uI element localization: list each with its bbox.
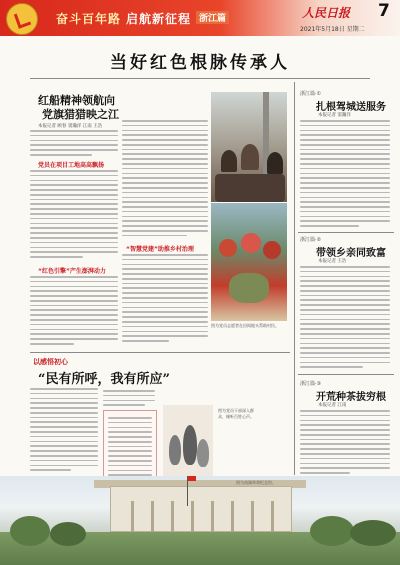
right-story-1-title: 扎根驾城送服务 <box>316 102 386 113</box>
flag-icon <box>187 476 188 506</box>
right-story-2-byline: 本报记者 王浩 <box>318 259 347 264</box>
lead-story-body-col1c <box>30 276 118 348</box>
commentary-illustration <box>163 405 213 481</box>
page-number: 7 <box>378 1 390 21</box>
commentary-title: “民有所呼，我有所应” <box>38 372 170 387</box>
lead-story-body-col2b <box>122 254 208 345</box>
illustration-caption: 图为党员干部深入群众，倾听百姓心声。 <box>218 408 254 419</box>
main-photo-red-boat-hall <box>211 92 287 202</box>
headline-divider <box>30 78 370 79</box>
party-emblem-icon <box>6 3 38 35</box>
right-story-3-byline: 本报记者 江南 <box>318 403 347 408</box>
masthead-region-tag: 浙江篇 <box>196 11 229 24</box>
sub-photo-caption: 图为党员志愿者在田间地头帮助村民。 <box>211 323 279 328</box>
date-line: 2021年5月18日 星期二 <box>300 26 365 33</box>
right-column-divider <box>294 82 295 475</box>
lead-story-subhead-2: “红色引擎”产生澎湃动力 <box>38 268 106 275</box>
right-story-1-byline: 本报记者 窦瀚洋 <box>318 113 351 118</box>
commentary-label: 以感悟初心 <box>33 358 68 366</box>
paper-name: 人民日报 <box>302 6 351 20</box>
right-story-1-kicker: 浙江篇·① <box>300 91 322 97</box>
commentary-body-col1 <box>30 388 98 474</box>
right-story-3-body <box>300 410 390 477</box>
right-story-1-body <box>300 120 390 230</box>
lead-story-body-col1 <box>30 130 118 159</box>
lead-story-subhead-3: “智慧党建”助推乡村治理 <box>126 246 194 253</box>
lead-story-title-1: 红船精神领航向 <box>38 94 115 107</box>
right-story-2-body <box>300 266 390 371</box>
right-divider-2 <box>298 374 394 375</box>
lead-story-title-2: 党旗猎猎映之江 <box>42 108 119 121</box>
lead-story-subhead-1: 党员在项目工地高高飘扬 <box>38 162 105 169</box>
page-headline: 当好红色根脉传承人 <box>110 53 290 73</box>
right-story-2-kicker: 浙江篇·② <box>300 237 322 243</box>
right-divider-1 <box>298 232 394 233</box>
lead-story-byline: 本报记者 顾春 窦瀚洋 江南 王浩 <box>38 124 103 129</box>
bottom-photo-memorial-hall <box>0 476 400 565</box>
commentary-divider <box>30 352 290 353</box>
commentary-body-col2 <box>103 390 155 409</box>
bottom-photo-caption: 图为南湖革命纪念馆。 <box>236 480 276 485</box>
right-story-3-kicker: 浙江篇·③ <box>300 381 322 387</box>
sub-photo-volunteers-in-field <box>211 203 287 321</box>
masthead-slogan-2: 启航新征程 <box>126 12 192 26</box>
lead-story-body-col1b <box>30 170 118 261</box>
right-story-3-title: 开荒种茶拔穷根 <box>316 392 386 403</box>
masthead-slogan-1: 奋斗百年路 <box>56 12 122 26</box>
right-story-2-title: 带领乡亲同致富 <box>316 248 386 259</box>
lead-story-body-col2 <box>122 120 208 240</box>
